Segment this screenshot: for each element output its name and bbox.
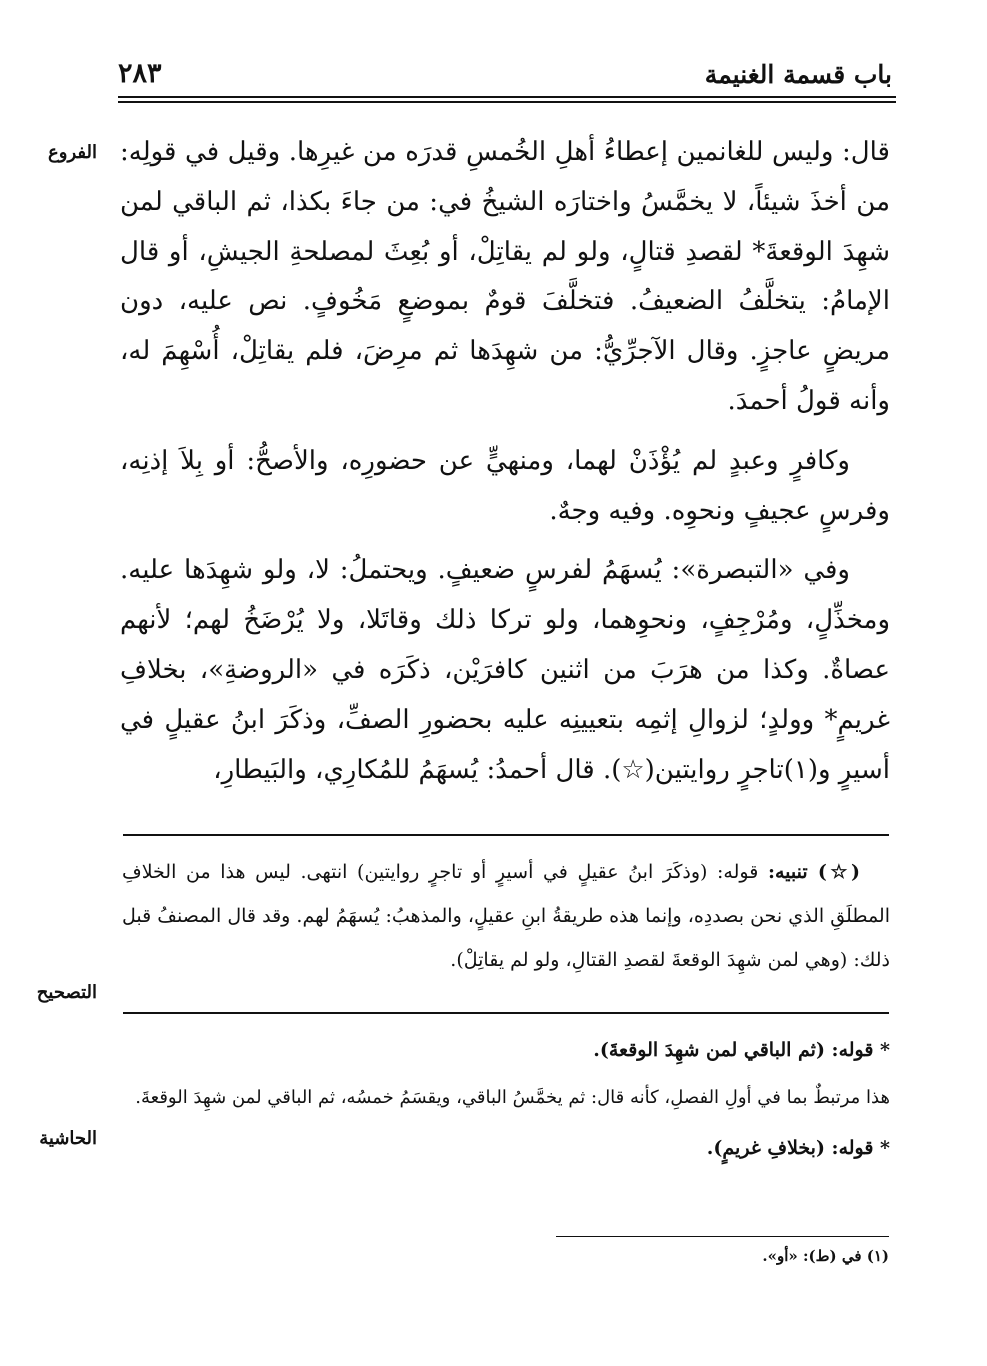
header-rule-bottom bbox=[118, 101, 896, 103]
tashih-section bbox=[122, 850, 890, 982]
section-divider-tashih bbox=[123, 834, 889, 836]
section-divider-hashiya bbox=[123, 1012, 889, 1014]
side-label-hashiya: الحاشية bbox=[39, 1128, 97, 1149]
page-number: ٢٨٣ bbox=[118, 58, 162, 89]
header-rule-top bbox=[118, 96, 896, 98]
side-label-furu: الفروع bbox=[48, 142, 97, 163]
hashiya-heading-2: * قوله: (بخلافِ غريمٍ). bbox=[706, 1137, 890, 1159]
running-header-title: باب قسمة الغنيمة bbox=[704, 60, 892, 89]
main-paragraph-3: وفي «التبصرة»: يُسهَمُ لفرسٍ ضعيفٍ. ويحتملُ: لا، ولو شهِدَها عليه. ومخذِّلٍ، ومُرْجِفٍ، ونحوِهما، ولو تركا ذلك وقاتَلا، ولا يُرْضَخُ لهم؛ لأنهم عصاةٌ. وكذا من هرَبَ من اثنين كافرَيْن، ذكَرَه في «الروضةِ»، بخلافِ غريمٍ* وولدٍ؛ لزوالِ إثمِه بتعيينِه عليه بحضورِ الصفِّ، وذكَرَ ابنُ عقيلٍ في أسيرٍ و(١)تاجرٍ روايتين(☆). قال أحمدُ: يُسهَمُ للمُكارِي، والبَيطارِ، bbox=[120, 555, 890, 785]
main-paragraph-2: وكافرٍ وعبدٍ لم يُؤْذَنْ لهما، ومنهيٍّ عن حضورِه، والأصحُّ: أو بِلاَ إذنِه، وفرسٍ عجيفٍ ونحوِه. وفيه وجهٌ. bbox=[120, 445, 890, 526]
main-text bbox=[120, 128, 890, 805]
hashiya-section bbox=[130, 1030, 890, 1176]
hashiya-heading-1: * قوله: (ثم الباقي لمن شهِدَ الوقعةَ). bbox=[593, 1039, 890, 1061]
tashih-paragraph bbox=[122, 850, 890, 982]
tashih-lead: (☆) تنبيه: bbox=[767, 861, 860, 883]
main-paragraph-1: قال: وليس للغانمين إعطاءُ أهلِ الخُمسِ قدرَه من غيرِها. وقيل في قولِه: من أخذَ شيئاً، لا يخمَّسُ واختارَه الشيخُ في: من جاءَ بكذا، ثم الباقي لمن شهِدَ الوقعةَ* لقصدِ قتالٍ، ولو لم يقاتِلْ، أو بُعِثَ لمصلحةِ الجيشِ، أو قال الإمامُ: يتخلَّفُ الضعيفُ. فتخلَّفَ قومٌ بموضعٍ مَخُوفٍ. نص عليه، دون مريضٍ عاجزٍ. وقال الآجرِّيُّ: من شهِدَها ثم مرِضَ، فلم يقاتِلْ، أُسْهِمَ له، وأنه قولُ أحمدَ. bbox=[120, 137, 890, 416]
tashih-text: قوله: (وذكَرَ ابنُ عقيلٍ في أسيرٍ أو تاجرٍ روايتين) انتهى. ليس هذا من الخلافِ المطلَقِ الذي نحن بصددِه، وإنما هذه طريقةُ ابنِ عقيلٍ، والمذهبُ: يُسهَمُ لهم. وقد قال المصنفُ قبل ذلك: (وهي لمن شهِدَ الوقعةَ لقصدِ القتالِ، ولو لم يقاتِلْ). bbox=[122, 861, 890, 971]
hashiya-note-1: هذا مرتبطٌ بما في أولِ الفصلِ، كأنه قال: ثم يخمَّسُ الباقي، ويقسَمُ خمسُه، ثم الباقي لمن شهِدَ الوقعةَ. bbox=[135, 1087, 890, 1108]
footnote: (١) في (ط): «أو». bbox=[762, 1247, 889, 1265]
footnote-divider bbox=[556, 1236, 889, 1237]
side-label-tashih: التصحيح bbox=[36, 982, 97, 1003]
